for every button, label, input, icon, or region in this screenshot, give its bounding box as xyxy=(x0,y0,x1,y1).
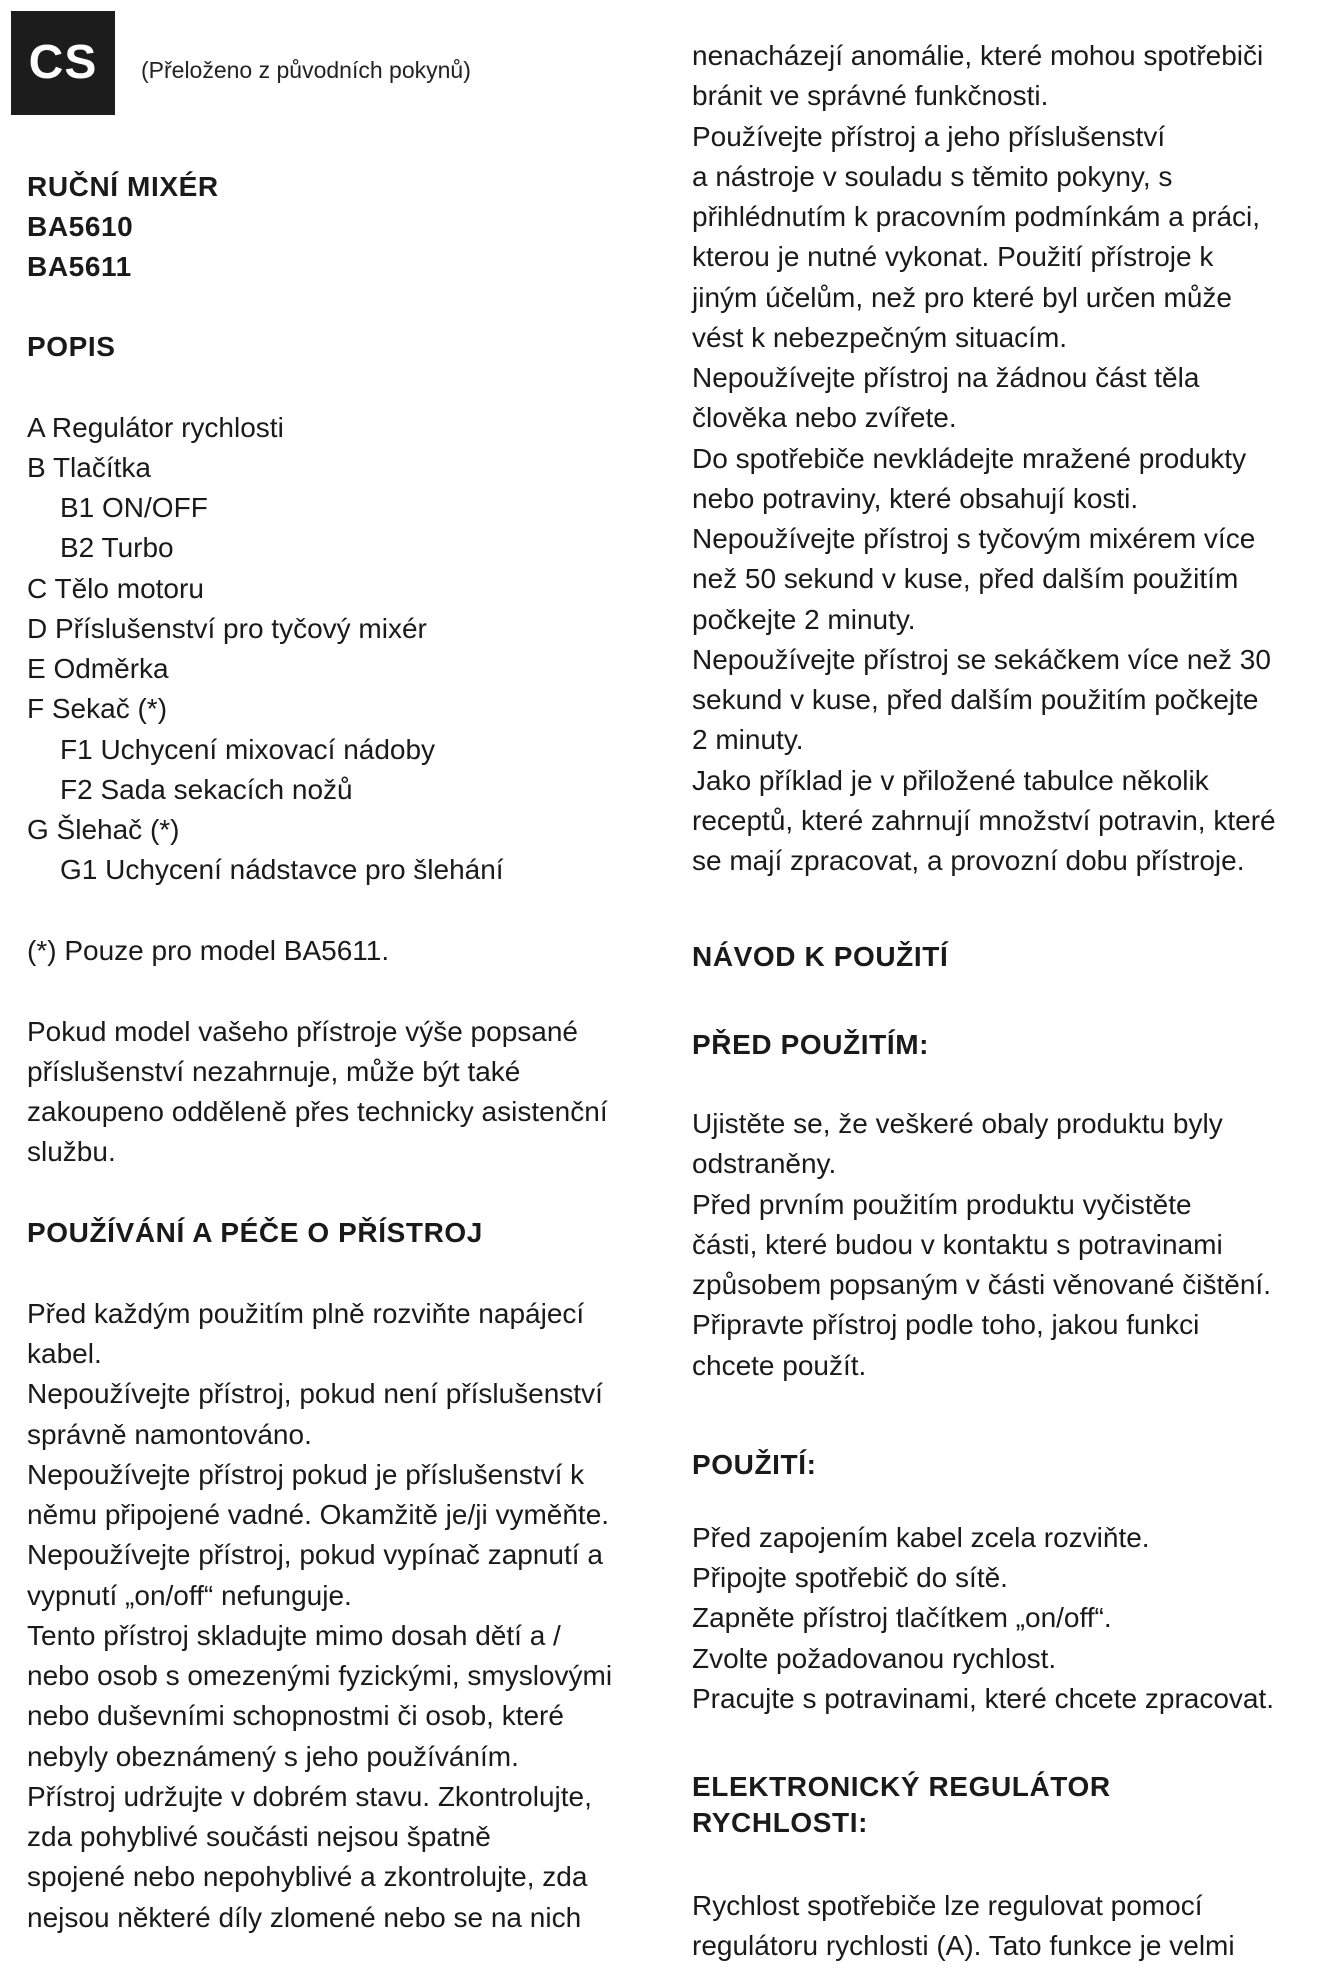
section-heading-care: POUŽÍVÁNÍ A PÉČE O PŘÍSTROJ xyxy=(27,1217,483,1248)
care-text-line: Nepoužívejte přístroj na žádnou část těla xyxy=(692,362,1200,393)
accessories-note-line: službu. xyxy=(27,1136,116,1167)
care-text-line: 2 minuty. xyxy=(692,724,804,755)
use-line: Pracujte s potravinami, které chcete zpracovat. xyxy=(692,1683,1275,1714)
before-use-line: Ujistěte se, že veškeré obaly produktu byly xyxy=(692,1108,1223,1139)
accessories-note-line: zakoupeno odděleně přes technicky asistenční xyxy=(27,1096,608,1127)
care-text-line: Do spotřebiče nevkládejte mražené produkty xyxy=(692,443,1247,474)
care-text-line: Nepoužívejte přístroj, pokud vypínač zapnutí a xyxy=(27,1539,603,1570)
section-heading-speed-regulator: ELEKTRONICKÝ REGULÁTOR xyxy=(692,1771,1111,1802)
care-text-line: receptů, které zahrnují množství potravin, které xyxy=(692,805,1276,836)
use-line: Před zapojením kabel zcela rozviňte. xyxy=(692,1522,1150,1553)
section-heading-popis: POPIS xyxy=(27,331,116,362)
care-text-line: nebo potraviny, které obsahují kosti. xyxy=(692,483,1139,514)
care-text-line: nebyly obeznámený s jeho používáním. xyxy=(27,1741,519,1772)
care-text-line: němu připojené vadné. Okamžitě je/ji vyměňte. xyxy=(27,1499,610,1530)
care-text-line: počkejte 2 minuty. xyxy=(692,604,916,635)
care-text-line: jiným účelům, než pro které byl určen může xyxy=(692,282,1232,313)
before-use-line: části, které budou v kontaktu s potravinami xyxy=(692,1229,1223,1260)
care-text-line: sekund v kuse, před dalším použitím počkejte xyxy=(692,684,1259,715)
part-item: G Šlehač (*) xyxy=(27,814,180,845)
care-text-line: kterou je nutné vykonat. Použití přístroje k xyxy=(692,241,1214,272)
part-item: F Sekač (*) xyxy=(27,693,168,724)
care-text-line: nenacházejí anomálie, které mohou spotřebiči xyxy=(692,40,1264,71)
use-line: Zapněte přístroj tlačítkem „on/off“. xyxy=(692,1602,1112,1633)
accessories-note-line: příslušenství nezahrnuje, může být také xyxy=(27,1056,521,1087)
part-subitem: B1 ON/OFF xyxy=(60,492,208,523)
product-title: RUČNÍ MIXÉR xyxy=(27,171,219,202)
care-text-line: Nepoužívejte přístroj s tyčovým mixérem více xyxy=(692,523,1256,554)
section-heading-before-use: PŘED POUŽITÍM: xyxy=(692,1029,930,1060)
accessories-note-line: Pokud model vašeho přístroje výše popsané xyxy=(27,1016,578,1047)
part-subitem: G1 Uchycení nádstavce pro šlehání xyxy=(60,854,504,885)
part-subitem: F2 Sada sekacích nožů xyxy=(60,774,353,805)
part-item: D Příslušenství pro tyčový mixér xyxy=(27,613,427,644)
part-subitem: B2 Turbo xyxy=(60,532,174,563)
care-text-line: Tento přístroj skladujte mimo dosah dětí a / xyxy=(27,1620,561,1651)
before-use-line: chcete použít. xyxy=(692,1350,867,1381)
care-text-line: a nástroje v souladu s těmito pokyny, s xyxy=(692,161,1173,192)
care-text-line: vypnutí „on/off“ nefunguje. xyxy=(27,1580,352,1611)
part-item: B Tlačítka xyxy=(27,452,151,483)
part-item: C Tělo motoru xyxy=(27,573,204,604)
speed-text-line: regulátoru rychlosti (A). Tato funkce je velmi xyxy=(692,1930,1235,1961)
care-text-line: než 50 sekund v kuse, před dalším použitím xyxy=(692,563,1239,594)
before-use-line: způsobem popsaným v části věnované čištění. xyxy=(692,1269,1271,1300)
care-text-line: Nepoužívejte přístroj se sekáčkem více než 30 xyxy=(692,644,1271,675)
language-badge: CS xyxy=(11,11,115,115)
care-text-line: Nepoužívejte přístroj, pokud není příslušenství xyxy=(27,1378,603,1409)
speed-text-line: Rychlost spotřebiče lze regulovat pomocí xyxy=(692,1890,1203,1921)
care-text-line: správně namontováno. xyxy=(27,1419,312,1450)
model-number: BA5611 xyxy=(27,251,132,282)
section-heading-speed-regulator: RYCHLOSTI: xyxy=(692,1807,869,1838)
care-text-line: přihlédnutím k pracovním podmínkám a práci, xyxy=(692,201,1261,232)
before-use-line: Připravte přístroj podle toho, jakou funkci xyxy=(692,1309,1200,1340)
care-text-line: zda pohyblivé součásti nejsou špatně xyxy=(27,1821,491,1852)
model-number: BA5610 xyxy=(27,211,134,242)
care-text-line: Přístroj udržujte v dobrém stavu. Zkontrolujte, xyxy=(27,1781,592,1812)
part-item: E Odměrka xyxy=(27,653,169,684)
care-text-line: Před každým použitím plně rozviňte napájecí xyxy=(27,1298,585,1329)
before-use-line: Před prvním použitím produktu vyčistěte xyxy=(692,1189,1192,1220)
care-text-line: Nepoužívejte přístroj pokud je příslušenství k xyxy=(27,1459,585,1490)
translation-note: (Přeloženo z původních pokynů) xyxy=(141,57,471,83)
model-footnote: (*) Pouze pro model BA5611. xyxy=(27,935,390,966)
care-text-line: člověka nebo zvířete. xyxy=(692,402,957,433)
section-heading-instructions: NÁVOD K POUŽITÍ xyxy=(692,941,949,972)
care-text-line: Používejte přístroj a jeho příslušenství xyxy=(692,121,1166,152)
care-text-line: spojené nebo nepohyblivé a zkontrolujte, zda xyxy=(27,1861,588,1892)
care-text-line: se mají zpracovat, a provozní dobu přístroje. xyxy=(692,845,1245,876)
care-text-line: vést k nebezpečným situacím. xyxy=(692,322,1068,353)
care-text-line: nejsou některé díly zlomené nebo se na nich xyxy=(27,1902,582,1933)
care-text-line: nebo osob s omezenými fyzickými, smyslovými xyxy=(27,1660,613,1691)
before-use-line: odstraněny. xyxy=(692,1148,837,1179)
care-text-line: nebo duševními schopnostmi či osob, které xyxy=(27,1700,564,1731)
care-text-line: kabel. xyxy=(27,1338,102,1369)
use-line: Zvolte požadovanou rychlost. xyxy=(692,1643,1057,1674)
care-text-line: bránit ve správné funkčnosti. xyxy=(692,80,1049,111)
part-item: A Regulátor rychlosti xyxy=(27,412,284,443)
use-line: Připojte spotřebič do sítě. xyxy=(692,1562,1008,1593)
section-heading-use: POUŽITÍ: xyxy=(692,1449,817,1480)
part-subitem: F1 Uchycení mixovací nádoby xyxy=(60,734,436,765)
care-text-line: Jako příklad je v přiložené tabulce několik xyxy=(692,765,1209,796)
